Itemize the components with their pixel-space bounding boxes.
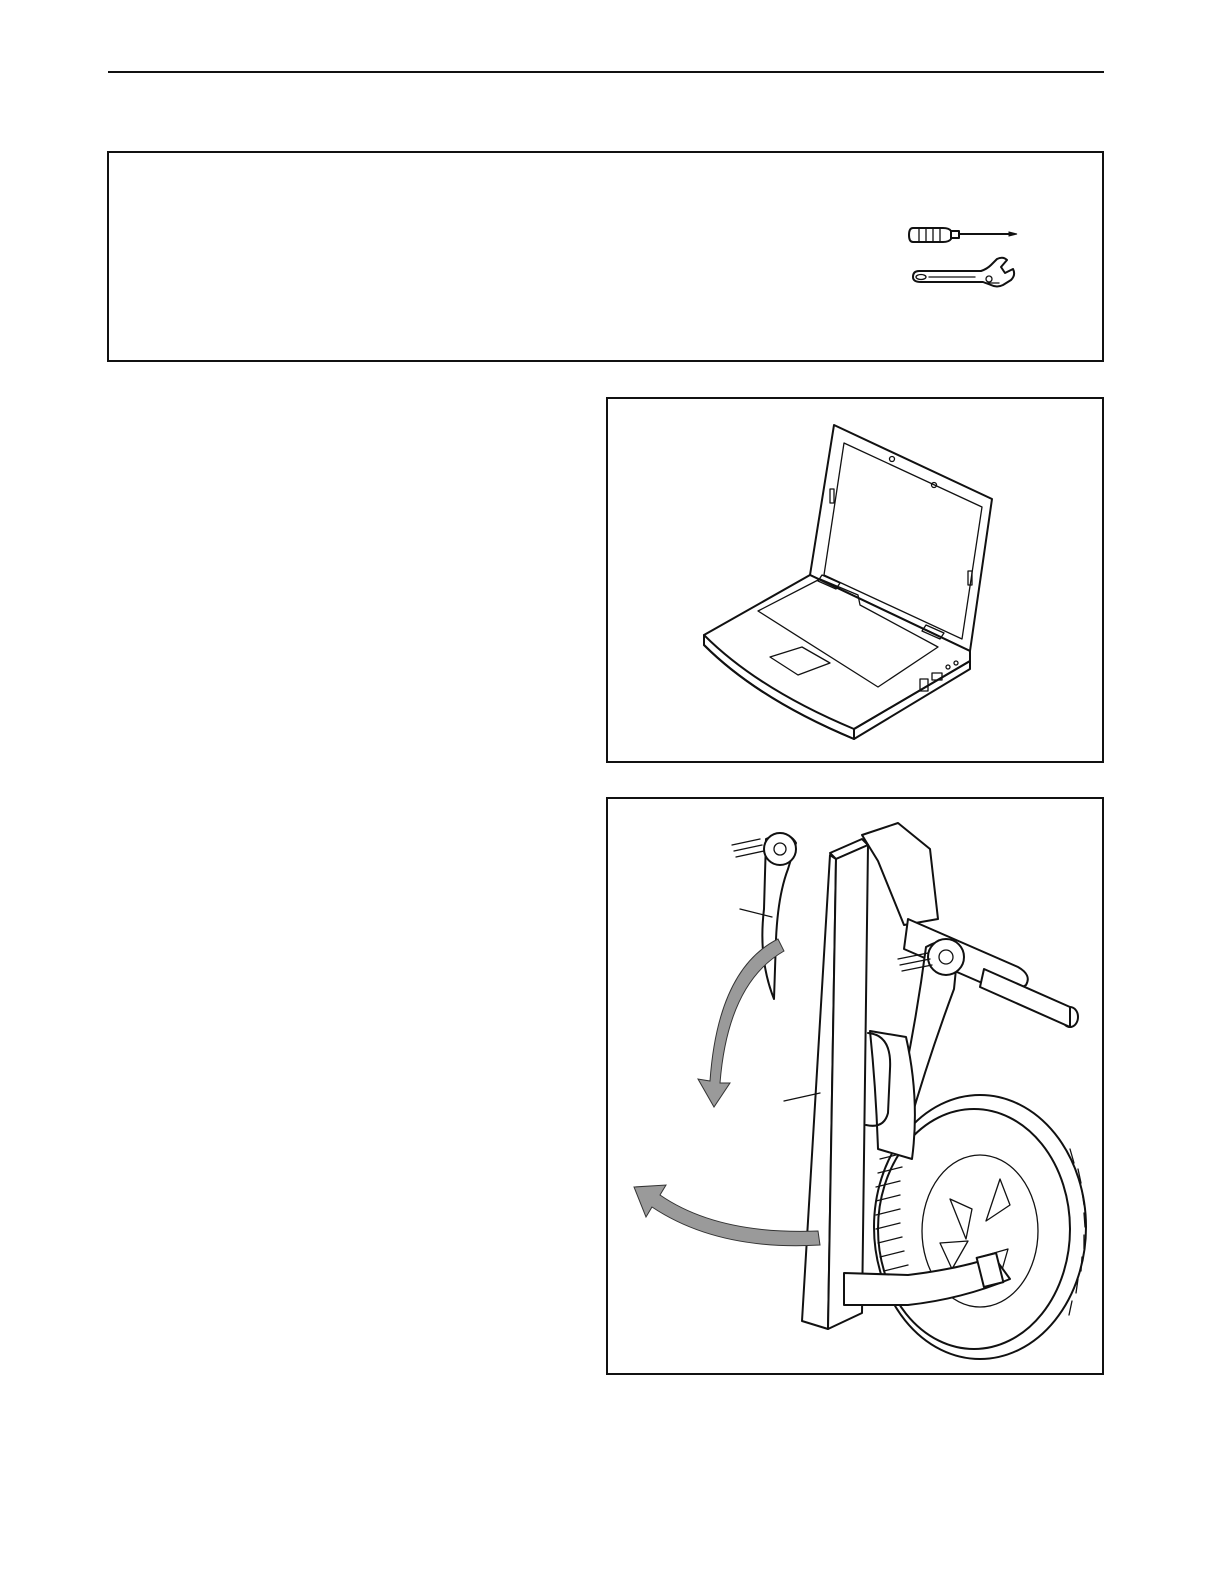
rower-figure bbox=[606, 797, 1104, 1375]
tools-svg bbox=[109, 153, 1102, 360]
laptop-icon bbox=[704, 425, 992, 739]
air-rower-illustration bbox=[732, 823, 1086, 1359]
tools-panel bbox=[107, 151, 1104, 362]
laptop-figure bbox=[606, 397, 1104, 763]
laptop-svg bbox=[608, 399, 1102, 761]
adjustable-wrench-icon bbox=[913, 258, 1014, 287]
phillips-screwdriver-icon bbox=[909, 228, 1017, 242]
curved-tilt-arrow bbox=[634, 1185, 820, 1246]
header-rule bbox=[108, 71, 1104, 73]
rower-svg bbox=[608, 799, 1102, 1373]
